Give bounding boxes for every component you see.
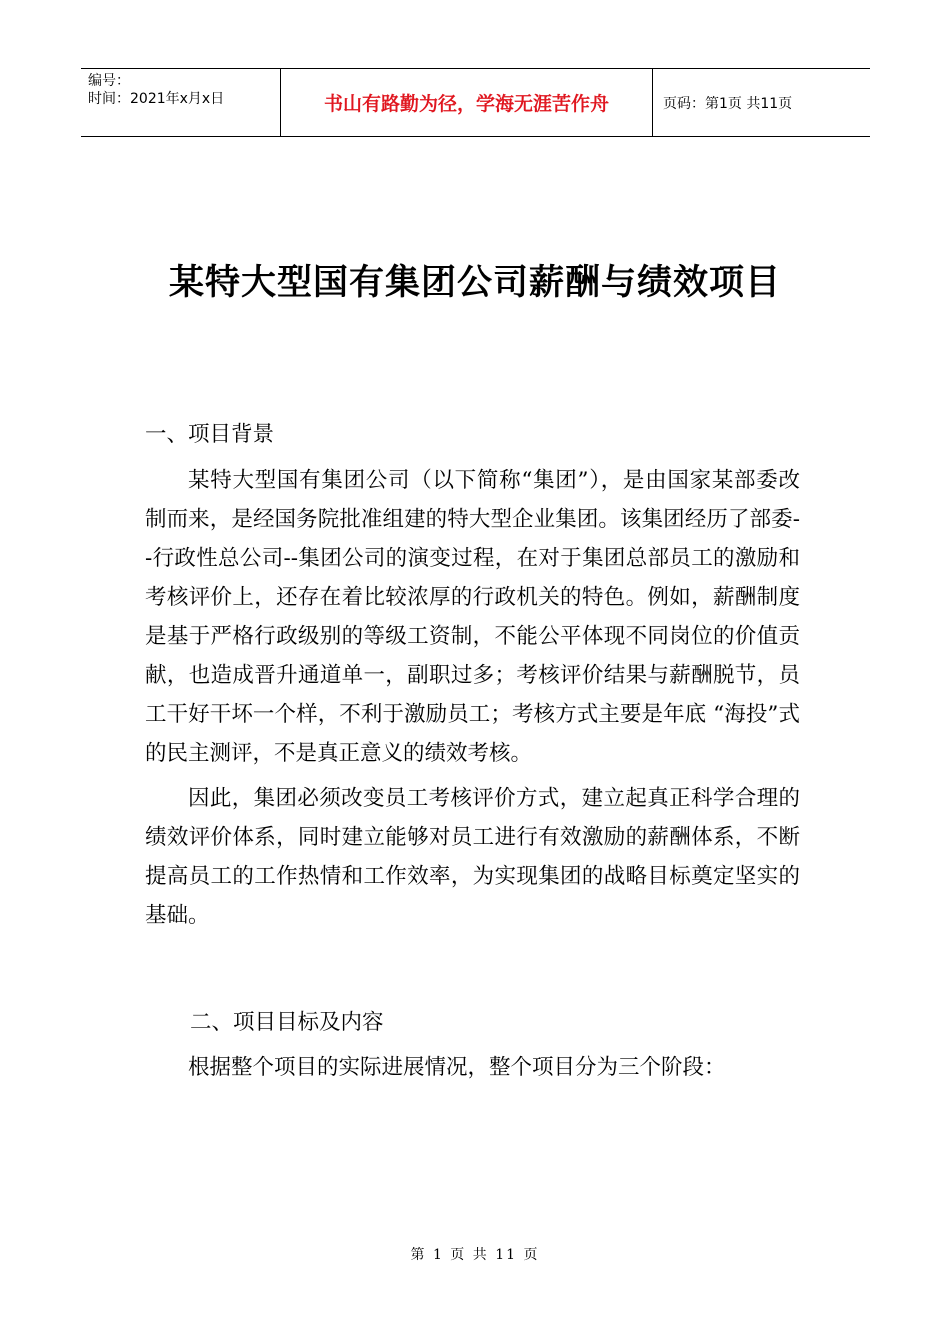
document-time-label: 时间：2021年x月x日 — [88, 91, 225, 107]
section-heading-objectives: 二、项目目标及内容 — [190, 1010, 384, 1035]
paragraph-background: 某特大型国有集团公司（以下简称“集团”），是由国家某部委改制而来，是经国务院批准组建的特大型企业集团。该集团经历了部委--行政性总公司--集团公司的演变过程，在对于集团总部员工的激励和考核评价上，还存在着比较浓厚的行政机关的特色。例如，薪酬制度是基于严格行政级别的等级工资制，不能公平体现不同岗位的价值贡献，也造成晋升通道单一，副职过多；考核评价结果与薪酬脱节，员工干好干坏一个样，不利于激励员工；考核方式主要是年底 “海投”式的民主测评，不是真正意义的绩效考核。 — [145, 468, 800, 766]
header-page-info: 页码：第1页 共11页 — [663, 95, 793, 112]
document-number-label: 编号： — [88, 73, 130, 89]
page-header — [81, 68, 870, 137]
section-heading-background: 一、项目背景 — [145, 422, 275, 447]
page-footer: 第 1 页 共 11 页 — [410, 1247, 540, 1263]
document-body — [145, 415, 800, 1087]
header-slogan: 书山有路勤为径，学海无涯苦作舟 — [281, 69, 653, 136]
document-title: 某特大型国有集团公司薪酬与绩效项目 — [168, 263, 781, 303]
paragraph-phases: 根据整个项目的实际进展情况，整个项目分为三个阶段： — [188, 1055, 726, 1080]
header-meta — [81, 69, 281, 136]
paragraph-therefore: 因此，集团必须改变员工考核评价方式，建立起真正科学合理的绩效评价体系，同时建立能够对员工进行有效激励的薪酬体系，不断提高员工的工作热情和工作效率，为实现集团的战略目标奠定坚实的基础。 — [145, 786, 800, 928]
